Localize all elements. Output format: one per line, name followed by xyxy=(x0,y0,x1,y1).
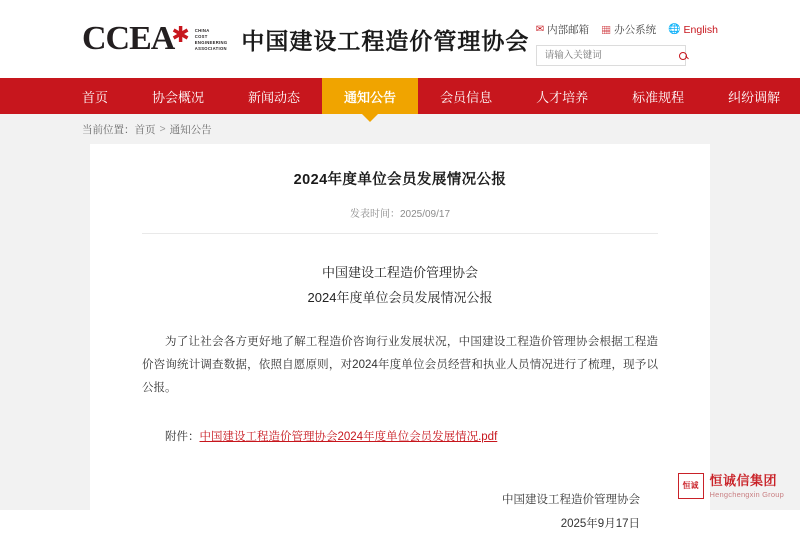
nav-item-training[interactable] xyxy=(514,78,610,114)
watermark-name-en: Hengchengxin Group xyxy=(709,489,784,499)
nav-item-mediation[interactable] xyxy=(706,78,802,114)
signature-date: 2025年9月17日 xyxy=(560,517,640,530)
breadcrumb-prefix: 当前位置： xyxy=(82,123,135,136)
nav-item-members-label: 会员信息 xyxy=(440,89,493,105)
article-heading-line2: 2024年度单位会员发展情况公报 xyxy=(307,290,493,306)
seal-icon: 恒诚 xyxy=(678,473,704,499)
header-utilities xyxy=(536,22,718,66)
nav-item-news-label: 新闻动态 xyxy=(248,89,301,105)
main-nav xyxy=(0,78,800,114)
site-header xyxy=(0,0,800,78)
logo-abbr: CCEA xyxy=(82,20,175,57)
breadcrumb xyxy=(0,114,800,144)
nav-item-notices-label: 通知公告 xyxy=(344,89,397,105)
top-link-office[interactable] xyxy=(601,22,656,37)
publish-date: 2025/09/17 xyxy=(399,209,451,220)
top-links xyxy=(536,22,718,37)
nav-item-mediation-label: 纠纷调解 xyxy=(728,89,781,105)
search-input[interactable] xyxy=(543,49,679,62)
nav-item-members[interactable] xyxy=(418,78,514,114)
signature-block xyxy=(142,488,658,536)
logo-en-line1: CHINA xyxy=(194,28,210,33)
logo-en-line2: COST xyxy=(194,34,208,40)
logo-en-line3: ENGINEERING xyxy=(194,40,228,46)
attachment-row xyxy=(142,428,658,444)
logo-en-text xyxy=(195,28,228,52)
signature-org: 中国建设工程造价管理协会 xyxy=(502,493,640,506)
site-title: 中国建设工程造价管理协会 xyxy=(241,27,530,54)
breadcrumb-separator: > xyxy=(159,123,166,135)
divider xyxy=(142,233,658,234)
top-link-mailbox-label: 内部邮箱 xyxy=(547,24,590,36)
breadcrumb-current[interactable]: 通知公告 xyxy=(169,123,212,136)
watermark-texts xyxy=(710,472,784,500)
article-heading-line1: 中国建设工程造价管理协会 xyxy=(321,265,478,280)
nav-item-standards-label: 标准规程 xyxy=(632,89,685,105)
attachment-link[interactable]: 中国建设工程造价管理协会2024年度单位会员发展情况.pdf xyxy=(199,430,498,443)
article-heading xyxy=(142,260,658,311)
top-link-english-label: English xyxy=(683,23,718,36)
nav-item-about-label: 协会概况 xyxy=(152,89,205,105)
publish-meta xyxy=(142,205,658,220)
article-paragraph: 为了让社会各方更好地了解工程造价咨询行业发展状况，中国建设工程造价管理协会根据工程造价咨询统计调查数据，依照自愿原则，对2024年度单位会员经营和执业人员情况进行了梳理，现予以公报。 xyxy=(142,335,658,394)
search-box[interactable] xyxy=(536,45,686,66)
nav-item-training-label: 人才培养 xyxy=(536,89,589,105)
watermark xyxy=(678,472,784,500)
search-button[interactable] xyxy=(679,49,687,63)
breadcrumb-home[interactable]: 首页 xyxy=(134,123,156,136)
article-card xyxy=(90,144,710,536)
star-icon: ✱ xyxy=(171,22,190,47)
nav-item-home[interactable] xyxy=(60,78,130,114)
top-link-mailbox[interactable] xyxy=(536,22,589,37)
nav-item-about[interactable] xyxy=(130,78,226,114)
logo-en-line4: ASSOCIATION xyxy=(194,46,227,52)
search-icon xyxy=(679,52,687,60)
nav-item-news[interactable] xyxy=(226,78,322,114)
publish-label: 发表时间： xyxy=(349,209,400,220)
top-link-english[interactable] xyxy=(668,24,718,36)
grid-icon: ▦ xyxy=(601,26,612,37)
top-link-office-label: 办公系统 xyxy=(614,24,657,36)
globe-icon: 🌐 xyxy=(668,24,681,35)
nav-item-home-label: 首页 xyxy=(82,89,109,105)
nav-item-standards[interactable] xyxy=(610,78,706,114)
logo-mark xyxy=(82,22,227,56)
watermark-name-cn: 恒诚信集团 xyxy=(709,473,778,489)
mail-icon: ✉ xyxy=(535,24,545,35)
page-title: 2024年度单位会员发展情况公报 xyxy=(293,172,507,188)
attachment-label: 附件： xyxy=(165,430,200,443)
site-logo[interactable] xyxy=(82,22,529,56)
nav-item-notices[interactable] xyxy=(322,78,418,114)
